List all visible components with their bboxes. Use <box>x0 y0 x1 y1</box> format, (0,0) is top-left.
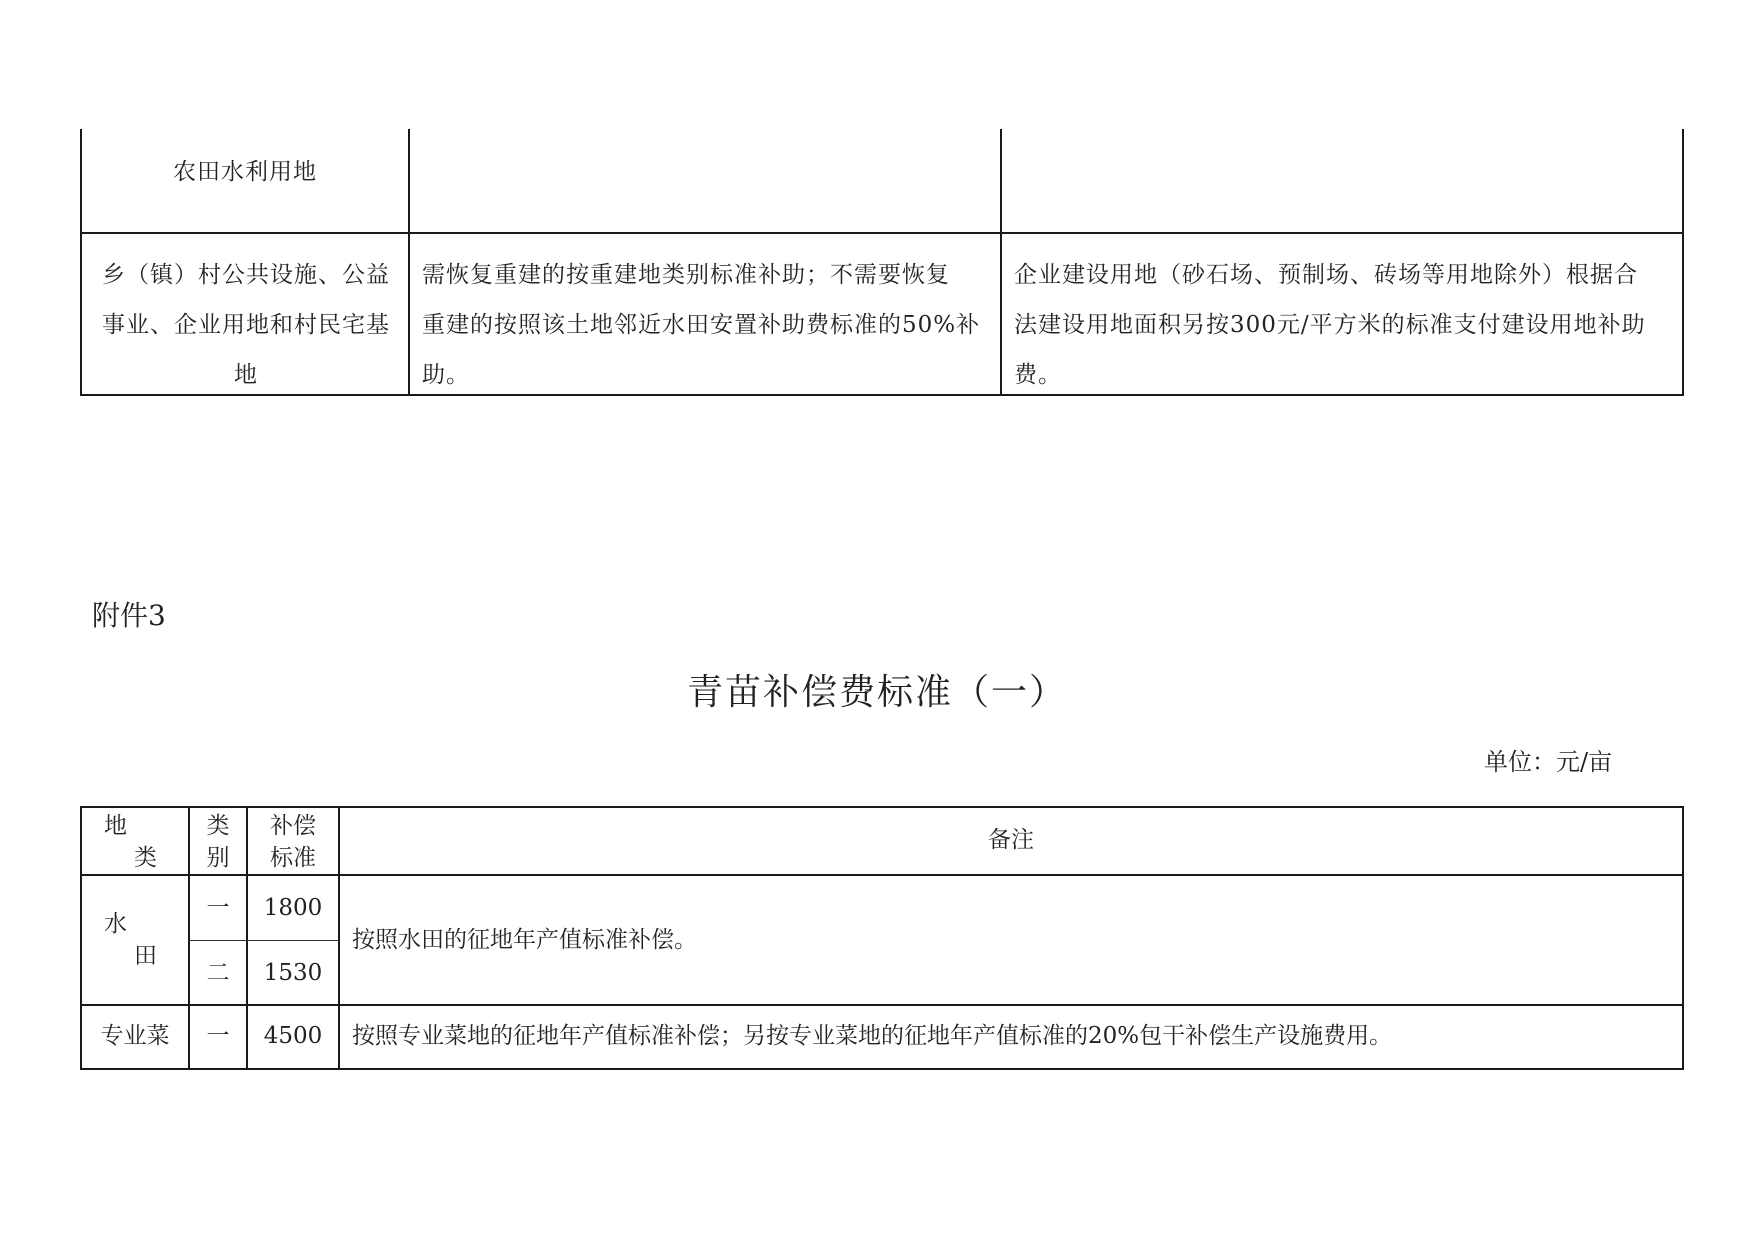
table-row-land-type <box>104 908 184 972</box>
cell-line: 水 <box>104 911 127 937</box>
header-line: 类 <box>206 813 230 839</box>
page-title: 青苗补偿费标准（一） <box>686 672 1067 713</box>
header-notes: 备注 <box>988 827 1034 853</box>
table-row-amount: 1800 <box>263 895 323 921</box>
cell-line: 助。 <box>422 362 470 388</box>
table-row-land-type: 专业菜 <box>100 1023 170 1049</box>
table-divider-col1 <box>408 129 410 396</box>
table-row-notes <box>1014 250 1678 400</box>
seedling-compensation-table <box>80 806 1684 1070</box>
table-divider-col2 <box>1000 129 1002 396</box>
header-line: 类 <box>134 845 157 871</box>
table-row-land-type: 农田水利用地 <box>173 159 317 185</box>
cell-line: 事业、企业用地和村民宅基 <box>102 312 390 338</box>
cell-line: 重建的按照该土地邻近水田安置补助费标准的50%补 <box>422 312 981 338</box>
cell-line: 需恢复重建的按重建地类别标准补助；不需要恢复 <box>422 262 950 288</box>
table-row-standard <box>422 250 994 400</box>
table-row-amount: 1530 <box>263 960 323 986</box>
table-border-bottom <box>80 1068 1684 1070</box>
table-row-notes: 按照水田的征地年产值标准补偿。 <box>352 927 697 953</box>
table-border-top <box>80 806 1684 808</box>
land-compensation-table-continuation <box>80 129 1684 396</box>
header-category <box>190 810 246 874</box>
row-divider <box>80 1004 1684 1006</box>
table-border-right <box>1682 806 1684 1070</box>
header-standard <box>248 810 338 874</box>
header-divider <box>80 874 1684 876</box>
row-divider <box>80 232 1684 234</box>
annex-label: 附件3 <box>92 599 166 632</box>
cell-line: 地 <box>234 362 258 388</box>
cell-line: 田 <box>134 943 157 969</box>
header-line: 地 <box>104 813 127 839</box>
table-row-category: 一 <box>206 1023 230 1049</box>
table-border-right <box>1682 129 1684 396</box>
unit-label: 单位：元/亩 <box>1484 748 1613 776</box>
cell-line: 费。 <box>1014 362 1062 388</box>
table-row-amount: 4500 <box>263 1023 323 1049</box>
header-line: 补偿 <box>270 813 316 839</box>
row-divider <box>188 940 338 941</box>
cell-line: 法建设用地面积另按300元/平方米的标准支付建设用地补助 <box>1014 312 1646 338</box>
table-row-category: 一 <box>206 895 230 921</box>
header-line: 标准 <box>270 845 316 871</box>
table-row-land-type <box>86 250 406 400</box>
table-row-category: 二 <box>206 960 230 986</box>
header-line: 别 <box>206 845 230 871</box>
table-row-notes: 按照专业菜地的征地年产值标准补偿；另按专业菜地的征地年产值标准的20%包干补偿生产设施费用。 <box>352 1023 1393 1049</box>
header-land-type <box>104 810 184 874</box>
cell-line: 企业建设用地（砂石场、预制场、砖场等用地除外）根据合 <box>1014 262 1638 288</box>
cell-line: 乡（镇）村公共设施、公益 <box>102 262 390 288</box>
